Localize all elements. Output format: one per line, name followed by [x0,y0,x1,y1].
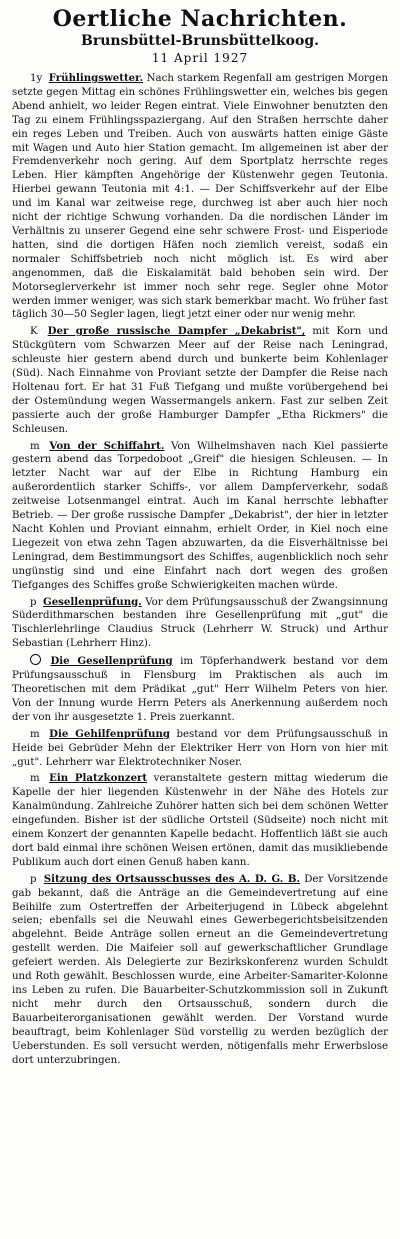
article-marker: p [30,596,37,608]
article-body: bestand vor dem Prüfungsausschuß in Heide bei Gebrüder Mehn der Elektriker Herr von Horn von hier mit „gut". Lehrherr war Elektrotechniker Noser. [12,728,388,768]
article-platzkonzert [12,772,388,869]
article-heading: Die Gehilfenprüfung [49,727,170,740]
article-heading: Der große russische Dampfer „Dekabrist", [47,325,306,338]
article-heading: Die Gesellenprüfung [50,655,173,668]
article-heading: Frühlingswetter. [48,72,144,84]
article-body: Von Wilhelmshaven nach Kiel passierte gestern abend das Torpedoboot „Greif" die hiesigen Schleusen. — In letzter Nacht war auf der Elbe in Richtung Hamburg ein außerordentlich starker Schiffs-, vor allem Dampferverkehr, sodaß zeitweise Lotsenmangel eintrat. Auch im Kanal herrschte lebhafter Betrieb. — Der große russische Dampfer „Dekabrist", der hier in letzter Nacht Kohlen und Proviant einnahm, erhielt Order, in Kiel noch eine Liegezeit von etwa zehn Tagen abzuwarten, da die Eisverhältnisse bei Leningrad, dem Bestimmungsort des Schiffes, augenblicklich noch sehr ungünstig sind und eine Einfahrt nach dort wegen des großen Tiefganges des Schiffes große Schwierigkeiten machen würde. [12,440,388,591]
article-gesellenpruefung-tischler [12,596,388,652]
article-body: veranstaltete gestern mittag wiederum die Kapelle der hier liegenden Küstenwehr in der Nähe des Hotels zur Kanalmündung. Zahlreiche Zuhörer hatten sich bei dem schönen Wetter eingefunden. Bisher ist der südliche Ortsteil (Südseite) noch nicht mit einem Konzert der genannten Kapelle bedacht. Hoffentlich läßt sie auch dort bald einmal ihre schönen Weisen ertönen, damit das musikliebende Publikum auch dort einen Genuß haben kann. [12,773,388,868]
article-heading: Gesellenprüfung. [43,595,142,608]
article-heading: Sitzung des Ortsausschusses des A. D. G. B. [43,872,300,885]
article-schiffahrt [12,440,388,593]
article-body: im Töpferhandwerk bestand vor dem Prüfungsausschuß in Flensburg im Praktischen als auch im Theoretischen mit dem Prädikat „gut" Herr Wilhelm Peters von hier. Von der Innung wurde Herrn Peters als Anerkennung außerdem noch der von ihr ausgesetzte 1. Preis zuerkannt. [12,656,389,723]
article-gehilfenpruefung [12,728,388,770]
article-gesellenpruefung-toepfer [12,654,388,725]
article-dampfer-dekabrist [12,325,388,436]
article-body: Der Vorsitzende gab bekannt, daß die Anträge an die Gemeindevertretung auf eine Beihilfe zum Ostertreffen der Arbeiterjugend in Lübeck abgelehnt seien; ebenfalls sei die Neuwahl eines Gewerbegerichtsbeisitzenden abgelehnt. Beide Anträge sollen erneut an die Gemeindevertretung gestellt werden. Die Maifeier soll auf gewerkschaftlicher Grundlage gefeiert werden. Als Delegierte zur Bezirkskonferenz wurden Schuldt und Roth gewählt. Beschlossen wurde, eine Arbeiter-Samariter-Kolonne ins Leben zu rufen. Die Bauarbeiter-Schutzkommission soll in Zukunft nicht mehr durch den Ortsausschuß, sondern durch die Bauarbeiterorganisationen gewählt werden. Der Vorstand wurde beauftragt, beim Kohlenlager Süd vorstellig zu werden bezüglich der Ueberstunden. Es soll versucht werden, nötigenfalls mehr Erwerbslose dort unterzubringen. [12,873,388,1066]
article-marker: 1y [30,73,43,84]
locality-subtitle: Brunsbüttel-Brunsbüttelkoog. [81,33,319,49]
article-ortsausschuss-adgb [12,873,388,1068]
article-body: mit Korn und Stückgütern vom Schwarzen Meer auf der Reise nach Leningrad, schleuste hier gestern abend durch und bunkerte beim Kohlenlager (Süd). Nach Einnahme von Proviant setzte der Dampfer die Reise nach Holtenau fort. Er hat 31 Fuß Tiefgang und mußte vorübergehend bei der Ostemündung wegen Wassermangels ankern. Fast zur selben Zeit passierte auch der große Hamburger Dampfer „Etha Rickmers" die Schleusen. [12,326,388,435]
article-marker: m [30,728,40,740]
issue-date: 11 April 1927 [151,51,249,65]
article-body: Nach starkem Regenfall am gestrigen Morgen setzte gegen Mittag ein schönes Frühlingswetter ein, welches bis gegen Abend anhielt, wo leider Regen eintrat. Viele Einwohner benutzten den Tag zu einem Frühlingsspaziergang. Auf den Straßen herrschte daher ein reges Leben und Treiben. Auch von auswärts hatten einige Gäste mit Wagen und Auto hier Station gemacht. Im allgemeinen ist aber der Fremdenverkehr noch gering. Auf dem Sportplatz herrschte reges Leben. Hier kämpften Angehörige der Küstenwehr gegen Teutonia. Hierbei gewann Teutonia mit 4:1. — Der Schiffsverkehr auf der Elbe und im Kanal war zeitweise rege, durchweg ist aber auch hier noch nicht der richtige Schwung vorhanden. Da die nordischen Länder im Verhältnis zu unserer Gegend eine sehr schwere Frost- und Eisperiode hatten, sind die dortigen Häfen noch ziemlich vereist, sodaß ein normaler Schiffsbetrieb noch nicht möglich ist. Es wird aber angenommen, daß die Eiskalamität bald behoben sein wird. Der Motorseglerverkehr ist immer noch sehr rege. Segler ohne Motor werden immer weniger, was sich stark bemerkbar macht. Wo früher fast täglich 30—50 Segler lagen, liegt jetzt einer oder nur wenig mehr. [12,73,389,321]
masthead [12,6,388,66]
article-fruehlingswetter [12,72,388,322]
section-title: Oertliche Nachrichten. [52,6,348,32]
article-marker: K [30,326,38,338]
article-heading: Ein Platzkonzert [49,772,148,785]
article-body: Vor dem Prüfungsausschuß der Zwangsinnung Süderdithmarschen bestanden ihre Gesellenprüfung mit „gut" die Tischlerlehrlinge Claudius Struck (Lehrherr W. Struck) und Arthur Sebastian (Lehrherr Hinz). [12,596,388,650]
article-heading: Von der Schiffahrt. [49,439,165,452]
article-marker: p [30,873,37,885]
article-marker: m [30,773,40,785]
article-marker: m [30,440,40,452]
circle-marker-icon [30,654,41,665]
